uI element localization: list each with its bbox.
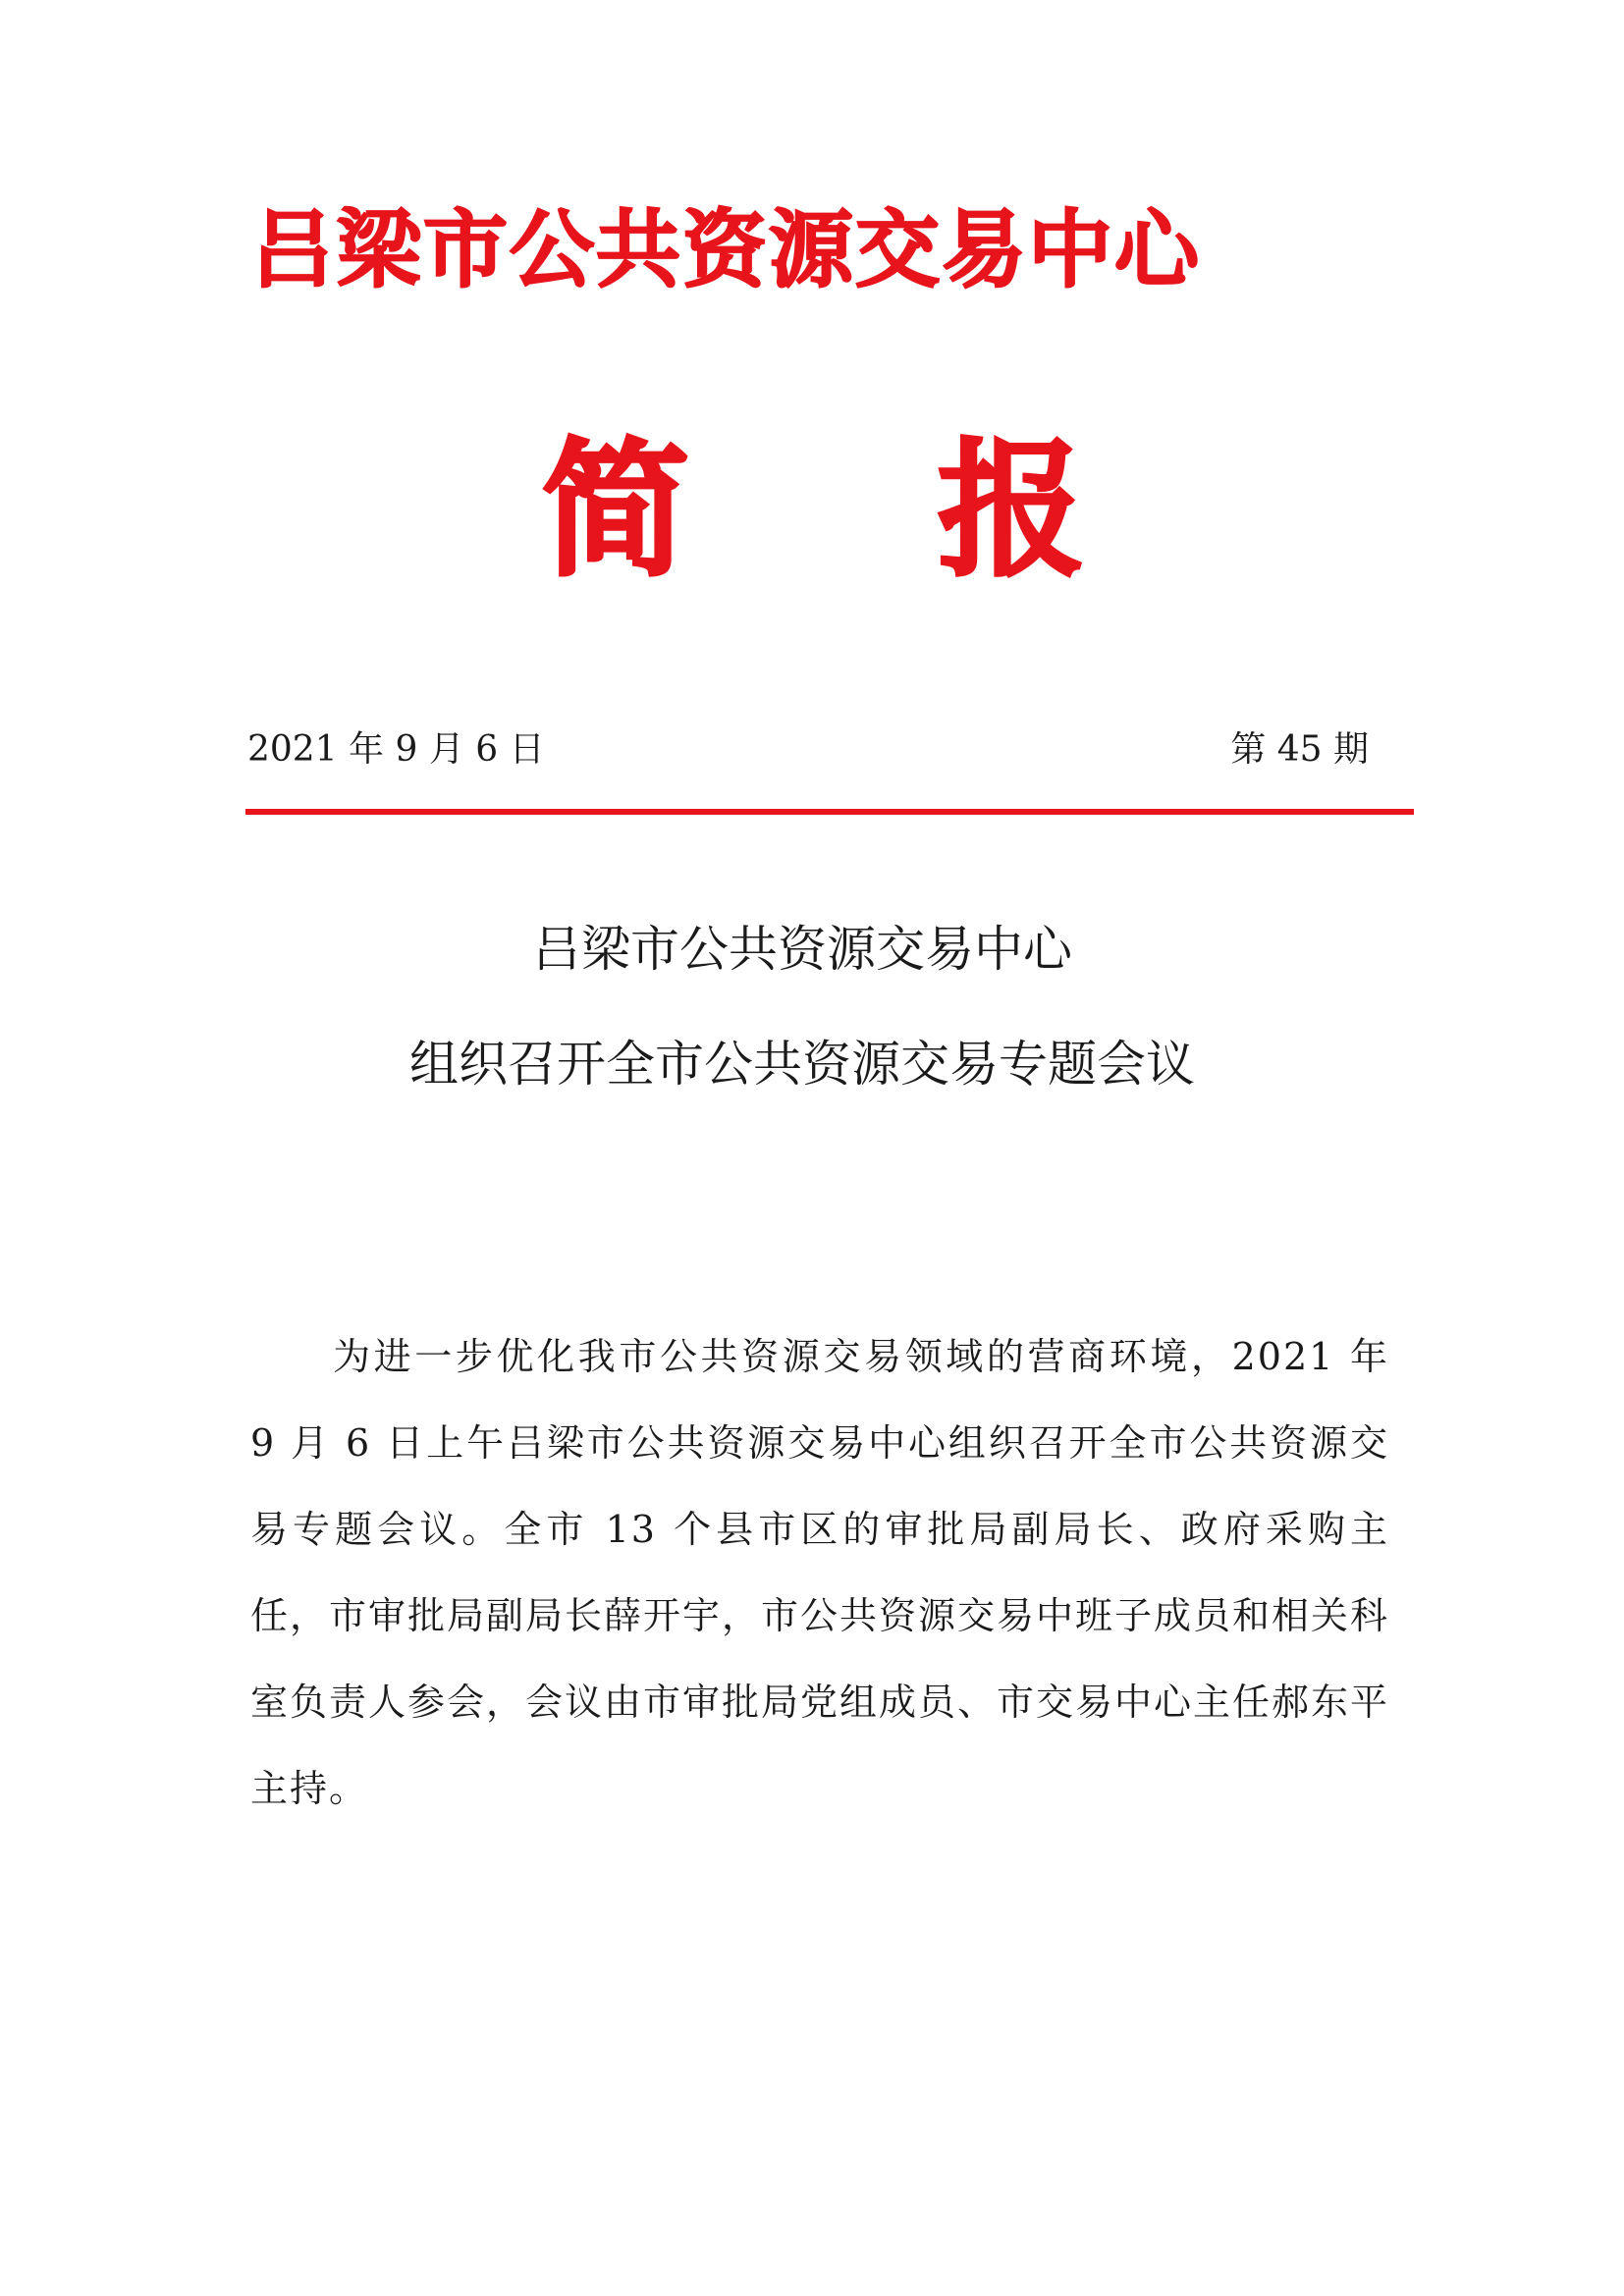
issue-number: 第 45 期 [1230,729,1369,770]
article-headline-line-2: 组织召开全市公共资源交易专题会议 [409,1036,1195,1093]
bulletin-title-char-2: 报 [938,424,1086,597]
header-divider [245,809,1414,815]
article-headline-line-1: 吕梁市公共资源交易中心 [532,921,1072,978]
article-body-paragraph: 为进一步优化我市公共资源交易领域的营商环境，2021 年 9 月 6 日上午吕梁市公共资源交易中心组织召开全市公共资源交易专题会议。全市 13 个县市区的审批局副局长、政府采购主任，市审批局副局长薛开宇，市公共资源交易中班子成员和相关科室负责人参会，会议由市审批局党组成员、市交易中心主任郝东平主持。 [250,1335,1390,1810]
bulletin-title-char-1: 简 [542,424,690,597]
issue-date: 2021 年 9 月 6 日 [247,729,545,770]
organization-title: 吕梁市公共资源交易中心 [250,200,1201,299]
